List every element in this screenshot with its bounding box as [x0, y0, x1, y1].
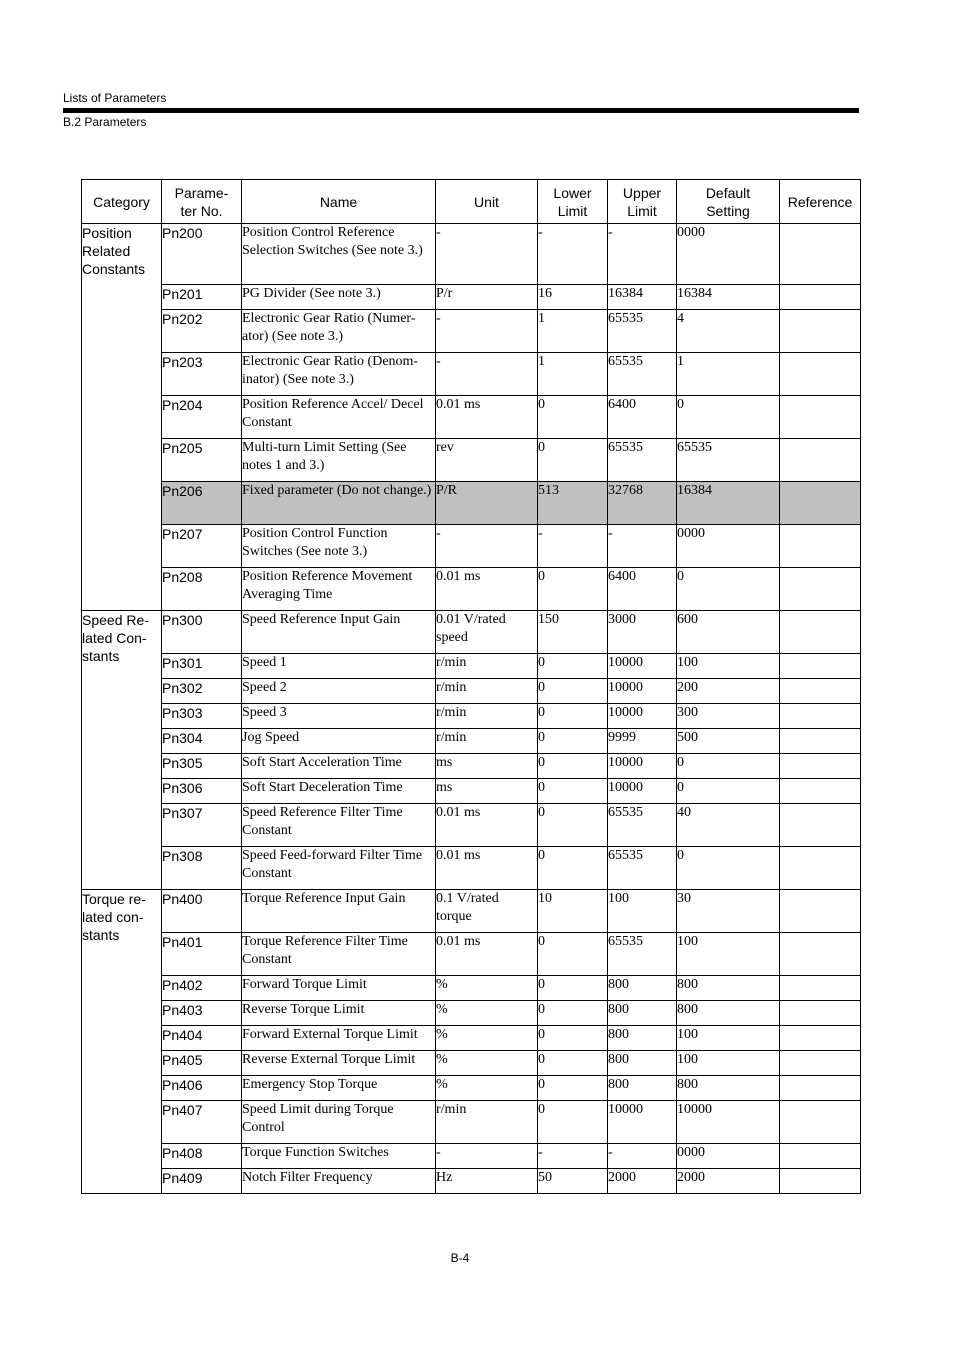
- table-row: [82, 847, 861, 890]
- unit-cell: 0.01 ms: [436, 396, 538, 439]
- table-row: [82, 804, 861, 847]
- parameter-no-cell: Pn302: [162, 679, 242, 704]
- default-setting-cell: 100: [677, 933, 780, 976]
- parameter-no-cell: Pn207: [162, 525, 242, 568]
- column-header-parameter-no: Parame- ter No.: [162, 180, 242, 224]
- parameter-name-cell: Torque Reference Input Gain: [242, 890, 436, 933]
- upper-limit-cell: 10000: [608, 754, 677, 779]
- category-cell: Torque re- lated con- stants: [82, 890, 162, 1194]
- reference-cell: [780, 704, 861, 729]
- reference-cell: [780, 976, 861, 1001]
- unit-cell: r/min: [436, 654, 538, 679]
- default-setting-cell: 40: [677, 804, 780, 847]
- parameter-no-cell: Pn407: [162, 1101, 242, 1144]
- parameter-no-cell: Pn200: [162, 224, 242, 285]
- reference-cell: [780, 1026, 861, 1051]
- unit-cell: %: [436, 1001, 538, 1026]
- parameter-no-cell: Pn306: [162, 779, 242, 804]
- parameter-no-cell: Pn304: [162, 729, 242, 754]
- parameter-no-cell: Pn404: [162, 1026, 242, 1051]
- lower-limit-cell: 0: [538, 1076, 608, 1101]
- lower-limit-cell: 0: [538, 779, 608, 804]
- lower-limit-cell: -: [538, 525, 608, 568]
- table-row: [82, 482, 861, 525]
- default-setting-cell: 0: [677, 396, 780, 439]
- reference-cell: [780, 804, 861, 847]
- parameter-no-cell: Pn402: [162, 976, 242, 1001]
- parameter-no-cell: Pn408: [162, 1144, 242, 1169]
- table-row: [82, 1144, 861, 1169]
- table-row: [82, 1169, 861, 1194]
- parameter-name-cell: Position Control Reference Selection Switches (See note 3.): [242, 224, 436, 285]
- upper-limit-cell: 65535: [608, 847, 677, 890]
- upper-limit-cell: 2000: [608, 1169, 677, 1194]
- upper-limit-cell: 6400: [608, 568, 677, 611]
- default-setting-cell: 800: [677, 1076, 780, 1101]
- reference-cell: [780, 285, 861, 310]
- table-row: [82, 679, 861, 704]
- lower-limit-cell: 0: [538, 1101, 608, 1144]
- parameter-no-cell: Pn401: [162, 933, 242, 976]
- upper-limit-cell: 65535: [608, 439, 677, 482]
- parameter-no-cell: Pn204: [162, 396, 242, 439]
- parameter-no-cell: Pn301: [162, 654, 242, 679]
- parameter-name-cell: Position Control Function Switches (See note 3.): [242, 525, 436, 568]
- unit-cell: ms: [436, 779, 538, 804]
- unit-cell: ms: [436, 754, 538, 779]
- default-setting-cell: 0: [677, 847, 780, 890]
- table-row: [82, 754, 861, 779]
- upper-limit-cell: 9999: [608, 729, 677, 754]
- table-row: [82, 396, 861, 439]
- default-setting-cell: 100: [677, 654, 780, 679]
- unit-cell: 0.01 ms: [436, 933, 538, 976]
- parameter-no-cell: Pn406: [162, 1076, 242, 1101]
- default-setting-cell: 16384: [677, 285, 780, 310]
- parameter-table: [81, 179, 861, 1194]
- parameter-no-cell: Pn405: [162, 1051, 242, 1076]
- lower-limit-cell: 0: [538, 729, 608, 754]
- unit-cell: 0.01 V/rated speed: [436, 611, 538, 654]
- page-number: B-4: [450, 1251, 470, 1265]
- unit-cell: 0.01 ms: [436, 568, 538, 611]
- parameter-name-cell: Speed 1: [242, 654, 436, 679]
- lower-limit-cell: 0: [538, 1001, 608, 1026]
- parameter-name-cell: Speed Reference Filter Time Constant: [242, 804, 436, 847]
- lower-limit-cell: 0: [538, 804, 608, 847]
- lower-limit-cell: 50: [538, 1169, 608, 1194]
- reference-cell: [780, 654, 861, 679]
- lower-limit-cell: 0: [538, 439, 608, 482]
- reference-cell: [780, 890, 861, 933]
- table-row: [82, 1026, 861, 1051]
- default-setting-cell: 300: [677, 704, 780, 729]
- default-setting-cell: 4: [677, 310, 780, 353]
- reference-cell: [780, 310, 861, 353]
- lower-limit-cell: 0: [538, 976, 608, 1001]
- table-row: [82, 1051, 861, 1076]
- upper-limit-cell: 6400: [608, 396, 677, 439]
- parameter-name-cell: Reverse Torque Limit: [242, 1001, 436, 1026]
- reference-cell: [780, 1051, 861, 1076]
- reference-cell: [780, 525, 861, 568]
- default-setting-cell: 800: [677, 1001, 780, 1026]
- table-header-row: [82, 180, 861, 224]
- unit-cell: r/min: [436, 704, 538, 729]
- parameter-name-cell: Multi-turn Limit Setting (See notes 1 and 3.): [242, 439, 436, 482]
- parameter-no-cell: Pn308: [162, 847, 242, 890]
- lower-limit-cell: -: [538, 224, 608, 285]
- upper-limit-cell: -: [608, 1144, 677, 1169]
- parameter-name-cell: Electronic Gear Ratio (Numer-ator) (See note 3.): [242, 310, 436, 353]
- default-setting-cell: 500: [677, 729, 780, 754]
- parameter-no-cell: Pn307: [162, 804, 242, 847]
- upper-limit-cell: 10000: [608, 679, 677, 704]
- lower-limit-cell: 1: [538, 353, 608, 396]
- lower-limit-cell: 0: [538, 679, 608, 704]
- parameter-name-cell: Forward External Torque Limit: [242, 1026, 436, 1051]
- unit-cell: -: [436, 310, 538, 353]
- upper-limit-cell: 3000: [608, 611, 677, 654]
- parameter-name-cell: Forward Torque Limit: [242, 976, 436, 1001]
- default-setting-cell: 30: [677, 890, 780, 933]
- table-row: [82, 439, 861, 482]
- reference-cell: [780, 611, 861, 654]
- table-row: [82, 779, 861, 804]
- reference-cell: [780, 1169, 861, 1194]
- parameter-no-cell: Pn303: [162, 704, 242, 729]
- reference-cell: [780, 224, 861, 285]
- upper-limit-cell: -: [608, 525, 677, 568]
- unit-cell: Hz: [436, 1169, 538, 1194]
- lower-limit-cell: 513: [538, 482, 608, 525]
- table-row: [82, 933, 861, 976]
- default-setting-cell: 800: [677, 976, 780, 1001]
- upper-limit-cell: 800: [608, 976, 677, 1001]
- table-row: [82, 976, 861, 1001]
- parameter-name-cell: PG Divider (See note 3.): [242, 285, 436, 310]
- parameter-name-cell: Torque Function Switches: [242, 1144, 436, 1169]
- default-setting-cell: 0: [677, 754, 780, 779]
- parameter-no-cell: Pn400: [162, 890, 242, 933]
- table-row: [82, 1101, 861, 1144]
- table-row: [82, 1001, 861, 1026]
- parameter-name-cell: Speed 2: [242, 679, 436, 704]
- parameter-name-cell: Speed Limit during Torque Control: [242, 1101, 436, 1144]
- reference-cell: [780, 754, 861, 779]
- reference-cell: [780, 353, 861, 396]
- default-setting-cell: 1: [677, 353, 780, 396]
- default-setting-cell: 0: [677, 779, 780, 804]
- upper-limit-cell: 16384: [608, 285, 677, 310]
- unit-cell: -: [436, 224, 538, 285]
- default-setting-cell: 100: [677, 1051, 780, 1076]
- running-header-section: Lists of Parameters: [63, 91, 167, 105]
- default-setting-cell: 0000: [677, 1144, 780, 1169]
- default-setting-cell: 2000: [677, 1169, 780, 1194]
- unit-cell: %: [436, 1026, 538, 1051]
- reference-cell: [780, 568, 861, 611]
- unit-cell: %: [436, 1076, 538, 1101]
- lower-limit-cell: 0: [538, 704, 608, 729]
- default-setting-cell: 200: [677, 679, 780, 704]
- unit-cell: -: [436, 353, 538, 396]
- default-setting-cell: 0: [677, 568, 780, 611]
- lower-limit-cell: 0: [538, 754, 608, 779]
- upper-limit-cell: 65535: [608, 353, 677, 396]
- reference-cell: [780, 847, 861, 890]
- column-header-default-setting: Default Setting: [677, 180, 780, 224]
- parameter-no-cell: Pn208: [162, 568, 242, 611]
- parameter-name-cell: Torque Reference Filter Time Constant: [242, 933, 436, 976]
- lower-limit-cell: 0: [538, 396, 608, 439]
- upper-limit-cell: 65535: [608, 933, 677, 976]
- unit-cell: -: [436, 525, 538, 568]
- running-header-subsection: B.2 Parameters: [63, 115, 147, 129]
- upper-limit-cell: 10000: [608, 704, 677, 729]
- parameter-name-cell: Emergency Stop Torque: [242, 1076, 436, 1101]
- table-row: [82, 224, 861, 285]
- parameter-no-cell: Pn300: [162, 611, 242, 654]
- header-rule: [63, 108, 859, 113]
- unit-cell: %: [436, 976, 538, 1001]
- table-row: [82, 890, 861, 933]
- default-setting-cell: 65535: [677, 439, 780, 482]
- lower-limit-cell: 0: [538, 847, 608, 890]
- upper-limit-cell: 10000: [608, 654, 677, 679]
- reference-cell: [780, 679, 861, 704]
- reference-cell: [780, 439, 861, 482]
- column-header-name: Name: [242, 180, 436, 224]
- parameter-name-cell: Notch Filter Frequency: [242, 1169, 436, 1194]
- parameter-no-cell: Pn201: [162, 285, 242, 310]
- parameter-no-cell: Pn202: [162, 310, 242, 353]
- table-row: [82, 310, 861, 353]
- unit-cell: r/min: [436, 729, 538, 754]
- unit-cell: 0.01 ms: [436, 804, 538, 847]
- lower-limit-cell: 150: [538, 611, 608, 654]
- upper-limit-cell: 65535: [608, 804, 677, 847]
- table-row: [82, 353, 861, 396]
- default-setting-cell: 10000: [677, 1101, 780, 1144]
- default-setting-cell: 0000: [677, 525, 780, 568]
- table-row: [82, 729, 861, 754]
- parameter-no-cell: Pn203: [162, 353, 242, 396]
- reference-cell: [780, 933, 861, 976]
- lower-limit-cell: 0: [538, 933, 608, 976]
- column-header-category: Category: [82, 180, 162, 224]
- parameter-name-cell: Soft Start Deceleration Time: [242, 779, 436, 804]
- reference-cell: [780, 1001, 861, 1026]
- parameter-no-cell: Pn205: [162, 439, 242, 482]
- category-cell: Speed Re- lated Con- stants: [82, 611, 162, 890]
- lower-limit-cell: 1: [538, 310, 608, 353]
- unit-cell: -: [436, 1144, 538, 1169]
- upper-limit-cell: -: [608, 224, 677, 285]
- default-setting-cell: 16384: [677, 482, 780, 525]
- table-row: [82, 654, 861, 679]
- unit-cell: 0.01 ms: [436, 847, 538, 890]
- lower-limit-cell: 0: [538, 654, 608, 679]
- upper-limit-cell: 10000: [608, 779, 677, 804]
- unit-cell: 0.1 V/rated torque: [436, 890, 538, 933]
- upper-limit-cell: 65535: [608, 310, 677, 353]
- reference-cell: [780, 729, 861, 754]
- default-setting-cell: 100: [677, 1026, 780, 1051]
- parameter-no-cell: Pn305: [162, 754, 242, 779]
- parameter-no-cell: Pn403: [162, 1001, 242, 1026]
- parameter-name-cell: Speed 3: [242, 704, 436, 729]
- lower-limit-cell: 0: [538, 568, 608, 611]
- reference-cell: [780, 482, 861, 525]
- parameter-name-cell: Speed Feed-forward Filter Time Constant: [242, 847, 436, 890]
- parameter-name-cell: Position Reference Accel/ Decel Constant: [242, 396, 436, 439]
- reference-cell: [780, 1076, 861, 1101]
- table-row: [82, 1076, 861, 1101]
- reference-cell: [780, 779, 861, 804]
- lower-limit-cell: -: [538, 1144, 608, 1169]
- reference-cell: [780, 396, 861, 439]
- column-header-unit: Unit: [436, 180, 538, 224]
- parameter-name-cell: Jog Speed: [242, 729, 436, 754]
- parameter-name-cell: Reverse External Torque Limit: [242, 1051, 436, 1076]
- unit-cell: r/min: [436, 679, 538, 704]
- unit-cell: rev: [436, 439, 538, 482]
- upper-limit-cell: 800: [608, 1051, 677, 1076]
- upper-limit-cell: 100: [608, 890, 677, 933]
- default-setting-cell: 600: [677, 611, 780, 654]
- unit-cell: r/min: [436, 1101, 538, 1144]
- column-header-upper-limit: Upper Limit: [608, 180, 677, 224]
- lower-limit-cell: 0: [538, 1051, 608, 1076]
- upper-limit-cell: 800: [608, 1026, 677, 1051]
- parameter-no-cell: Pn206: [162, 482, 242, 525]
- parameter-name-cell: Speed Reference Input Gain: [242, 611, 436, 654]
- reference-cell: [780, 1101, 861, 1144]
- lower-limit-cell: 0: [538, 1026, 608, 1051]
- column-header-reference: Reference: [780, 180, 861, 224]
- parameter-no-cell: Pn409: [162, 1169, 242, 1194]
- parameter-name-cell: Fixed parameter (Do not change.): [242, 482, 436, 525]
- lower-limit-cell: 16: [538, 285, 608, 310]
- parameter-name-cell: Soft Start Acceleration Time: [242, 754, 436, 779]
- table-row: [82, 285, 861, 310]
- column-header-lower-limit: Lower Limit: [538, 180, 608, 224]
- lower-limit-cell: 10: [538, 890, 608, 933]
- upper-limit-cell: 800: [608, 1001, 677, 1026]
- table-row: [82, 525, 861, 568]
- upper-limit-cell: 10000: [608, 1101, 677, 1144]
- unit-cell: %: [436, 1051, 538, 1076]
- table-row: [82, 704, 861, 729]
- upper-limit-cell: 800: [608, 1076, 677, 1101]
- default-setting-cell: 0000: [677, 224, 780, 285]
- parameter-name-cell: Position Reference Movement Averaging Time: [242, 568, 436, 611]
- table-row: [82, 611, 861, 654]
- unit-cell: P/r: [436, 285, 538, 310]
- category-cell: Position Related Constants: [82, 224, 162, 611]
- table-body: [82, 224, 861, 1194]
- reference-cell: [780, 1144, 861, 1169]
- upper-limit-cell: 32768: [608, 482, 677, 525]
- parameter-name-cell: Electronic Gear Ratio (Denom-inator) (See note 3.): [242, 353, 436, 396]
- table-row: [82, 568, 861, 611]
- unit-cell: P/R: [436, 482, 538, 525]
